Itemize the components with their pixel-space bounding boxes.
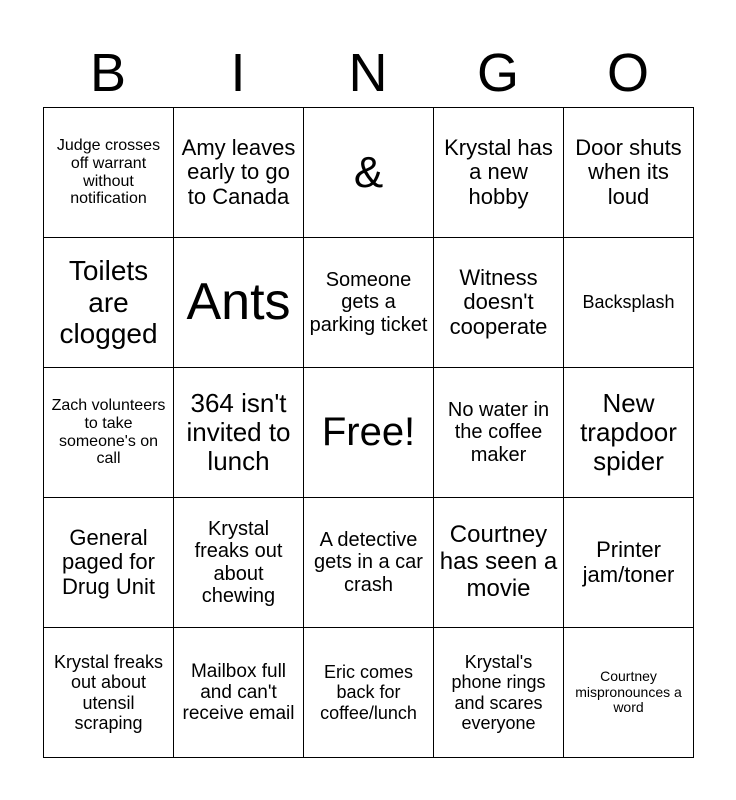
bingo-cell-b2[interactable] [44, 238, 174, 368]
bingo-cell-i4[interactable] [174, 498, 304, 628]
bingo-cell-g5[interactable] [434, 628, 564, 758]
cell-text: & [353, 147, 384, 197]
bingo-cell-g4[interactable] [434, 498, 564, 628]
cell-text: Zach volunteers to take someone's on call [51, 396, 166, 468]
bingo-header [43, 40, 693, 106]
bingo-cell-b1[interactable] [44, 108, 174, 238]
bingo-cell-o3[interactable] [564, 368, 694, 498]
cell-text: General paged for Drug Unit [62, 524, 155, 599]
cell-text: Krystal has a new hobby [444, 134, 553, 209]
bingo-cell-o1[interactable] [564, 108, 694, 238]
bingo-cell-b4[interactable] [44, 498, 174, 628]
bingo-grid [43, 107, 694, 758]
bingo-cell-o4[interactable] [564, 498, 694, 628]
cell-text: Krystal freaks out about chewing [194, 517, 283, 607]
bingo-cell-g1[interactable] [434, 108, 564, 238]
header-letter-g: G [476, 43, 519, 103]
cell-text: No water in the coffee maker [447, 398, 550, 466]
cell-text: Judge crosses off warrant without notification [56, 136, 161, 208]
bingo-cell-g2[interactable] [434, 238, 564, 368]
cell-text: 364 isn't invited to lunch [186, 387, 291, 477]
cell-text: Courtney has seen a movie [439, 521, 558, 602]
cell-text: Witness doesn't cooperate [449, 264, 548, 339]
free-space: Free! [321, 410, 416, 455]
bingo-cell-i2[interactable] [174, 238, 304, 368]
cell-text: Backsplash [582, 292, 675, 313]
cell-text: New trapdoor spider [580, 387, 677, 477]
header-letter-i: I [230, 43, 246, 103]
header-letter-b: B [89, 43, 127, 103]
bingo-cell-b3[interactable] [44, 368, 174, 498]
bingo-cell-n3[interactable] [304, 368, 434, 498]
cell-text: Someone gets a parking ticket [309, 268, 428, 336]
cell-text: Ants [186, 273, 291, 332]
cell-text: Krystal freaks out about utensil scraping [53, 652, 164, 733]
bingo-cell-n5[interactable] [304, 628, 434, 758]
bingo-cell-n1[interactable] [304, 108, 434, 238]
cell-text: Courtney mispronounces a word [575, 667, 682, 716]
bingo-cell-o5[interactable] [564, 628, 694, 758]
cell-text: Mailbox full and can't receive email [182, 660, 295, 725]
cell-text: Toilets are clogged [59, 255, 158, 350]
cell-text: Krystal's phone rings and scares everyone [451, 652, 546, 733]
bingo-cell-i5[interactable] [174, 628, 304, 758]
cell-text: Door shuts when its loud [575, 134, 682, 209]
cell-text: A detective gets in a car crash [314, 528, 423, 596]
header-letter-n: N [348, 43, 388, 103]
bingo-cell-n2[interactable] [304, 238, 434, 368]
bingo-cell-i3[interactable] [174, 368, 304, 498]
bingo-cell-b5[interactable] [44, 628, 174, 758]
bingo-cell-o2[interactable] [564, 238, 694, 368]
cell-text: Printer jam/toner [582, 536, 675, 587]
cell-text: Eric comes back for coffee/lunch [320, 662, 417, 723]
bingo-cell-n4[interactable] [304, 498, 434, 628]
bingo-cell-i1[interactable] [174, 108, 304, 238]
header-letter-o: O [606, 43, 649, 103]
cell-text: Amy leaves early to go to Canada [181, 134, 296, 209]
bingo-cell-g3[interactable] [434, 368, 564, 498]
